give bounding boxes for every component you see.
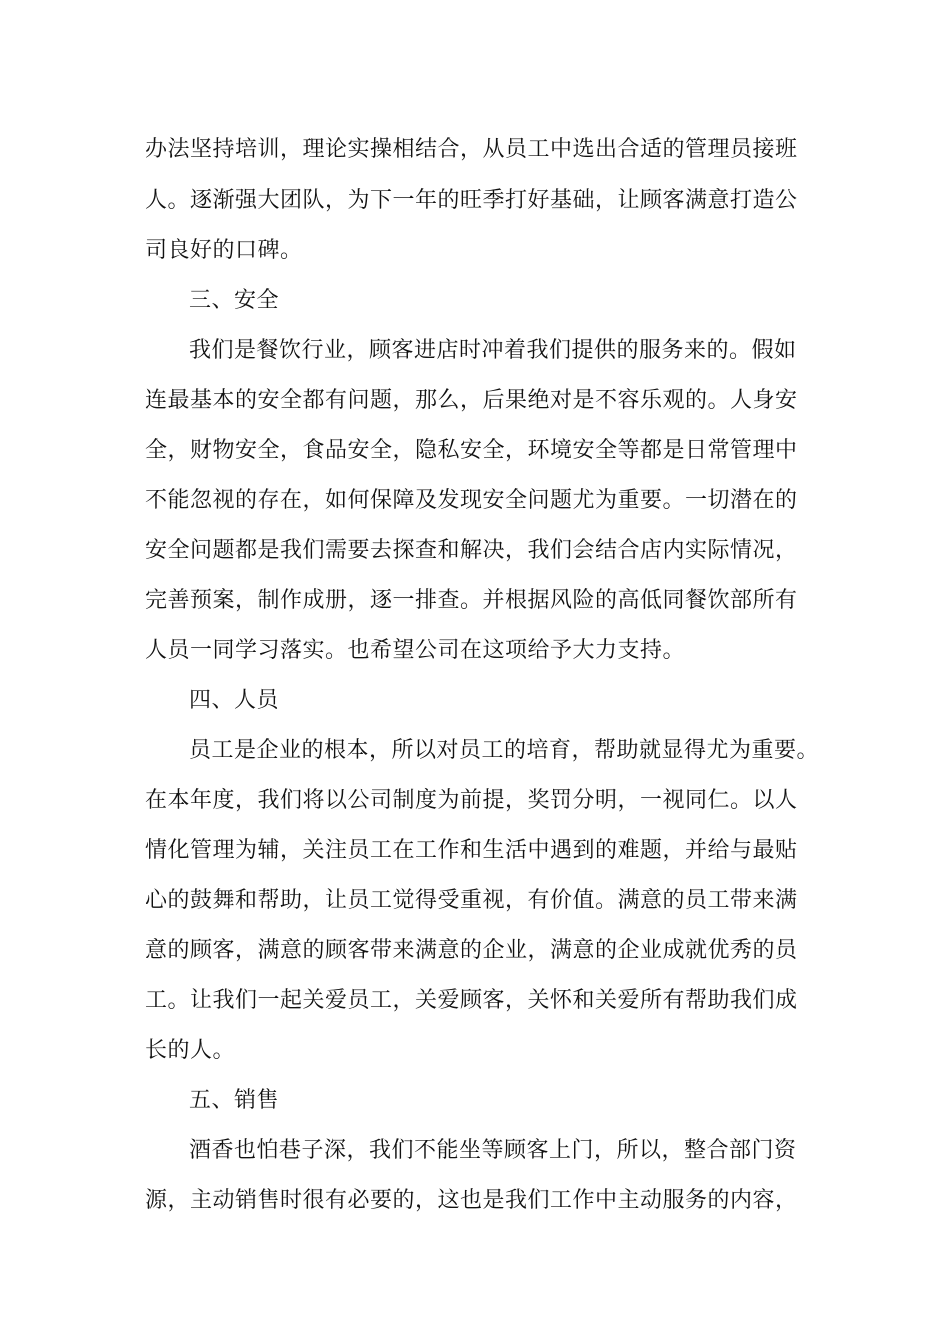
- body-text-line: 长的人。: [145, 1038, 236, 1063]
- body-text-line: 人员一同学习落实。也希望公司在这项给予大力支持。: [145, 638, 686, 663]
- body-text-line: 工。让我们一起关爱员工，关爱顾客，关怀和关爱所有帮助我们成: [145, 988, 798, 1013]
- body-text-line: 办法坚持培训，理论实操相结合，从员工中选出合适的管理员接班: [145, 137, 798, 162]
- body-text-line: 人。逐渐强大团队，为下一年的旺季打好基础，让顾客满意打造公: [145, 188, 798, 213]
- body-text-line: 心的鼓舞和帮助，让员工觉得受重视，有价值。满意的员工带来满: [145, 888, 798, 913]
- body-text-line: 完善预案，制作成册，逐一排查。并根据风险的高低同餐饮部所有: [145, 588, 798, 613]
- body-text-line: 在本年度，我们将以公司制度为前提，奖罚分明，一视同仁。以人: [145, 788, 798, 813]
- body-text-line: 意的顾客，满意的顾客带来满意的企业，满意的企业成就优秀的员: [145, 938, 798, 963]
- body-text-line: 酒香也怕巷子深，我们不能坐等顾客上门，所以，整合部门资: [189, 1138, 797, 1163]
- body-text-line: 我们是餐饮行业，顾客进店时冲着我们提供的服务来的。假如: [189, 338, 797, 363]
- section-heading-safety: 三、安全: [189, 288, 280, 313]
- body-text-line: 司良好的口碑。: [145, 238, 303, 263]
- body-text-line: 不能忽视的存在，如何保障及发现安全问题尤为重要。一切潜在的: [145, 488, 798, 513]
- body-text-line: 全，财物安全，食品安全，隐私安全，环境安全等都是日常管理中: [145, 438, 798, 463]
- section-heading-sales: 五、销售: [189, 1088, 280, 1113]
- body-text-line: 员工是企业的根本，所以对员工的培育，帮助就显得尤为重要。: [189, 738, 820, 763]
- body-text-line: 情化管理为辅，关注员工在工作和生活中遇到的难题，并给与最贴: [145, 838, 798, 863]
- body-text-line: 连最基本的安全都有问题，那么，后果绝对是不容乐观的。人身安: [145, 388, 798, 413]
- body-text-line: 源，主动销售时很有必要的，这也是我们工作中主动服务的内容，: [145, 1188, 798, 1213]
- body-text-line: 安全问题都是我们需要去探查和解决，我们会结合店内实际情况，: [145, 538, 798, 563]
- section-heading-personnel: 四、人员: [189, 688, 280, 713]
